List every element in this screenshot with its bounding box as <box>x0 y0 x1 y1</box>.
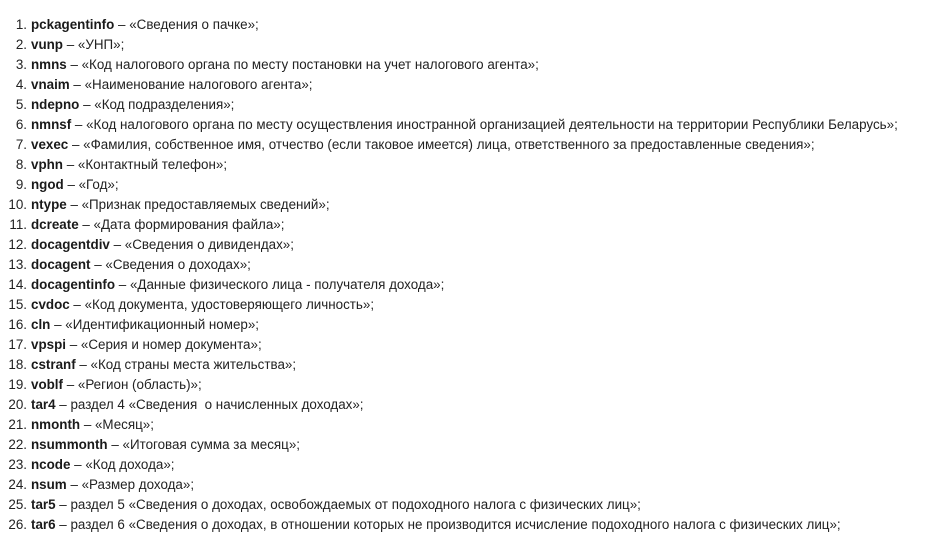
field-key: nmns <box>31 57 67 72</box>
field-description: «Идентификационный номер»; <box>65 317 260 332</box>
list-item <box>0 295 927 315</box>
separator-dash: – <box>55 497 71 512</box>
field-description: «Фамилия, собственное имя, отчество (если таковое имеется) лица, ответственного за предоставленные сведения»; <box>83 137 815 152</box>
list-item <box>0 175 927 195</box>
field-key: vphn <box>31 157 63 172</box>
separator-dash: – <box>63 177 79 192</box>
list-item-number: 6. <box>15 117 27 132</box>
list-item <box>0 95 927 115</box>
field-key: vexec <box>31 137 69 152</box>
list-item-number: 3. <box>15 57 27 72</box>
field-key: cvdoc <box>31 297 70 312</box>
field-key: pckagentinfo <box>31 17 115 32</box>
field-description: «Дата формирования файла»; <box>93 217 285 232</box>
field-description: «Признак предоставляемых сведений»; <box>81 197 330 212</box>
list-item <box>0 255 927 275</box>
separator-dash: – <box>75 357 91 372</box>
list-item <box>0 155 927 175</box>
field-key: nsum <box>31 477 67 492</box>
separator-dash: – <box>114 17 130 32</box>
list-item-number: 8. <box>15 157 27 172</box>
list-item-number: 22. <box>8 437 27 452</box>
list-item <box>0 435 927 455</box>
list-item <box>0 495 927 515</box>
field-description: «Размер дохода»; <box>81 477 195 492</box>
field-key: nmonth <box>31 417 81 432</box>
separator-dash: – <box>55 397 71 412</box>
list-item <box>0 115 927 135</box>
list-item <box>0 415 927 435</box>
field-description: раздел 4 «Сведения о начисленных доходах»; <box>70 397 364 412</box>
field-description: «Код страны места жительства»; <box>90 357 297 372</box>
separator-dash: – <box>90 257 106 272</box>
list-item-number: 7. <box>15 137 27 152</box>
list-item <box>0 55 927 75</box>
field-description: «Месяц»; <box>94 417 154 432</box>
field-description: «Регион (область)»; <box>77 377 202 392</box>
list-item-number: 16. <box>8 317 27 332</box>
separator-dash: – <box>63 157 78 172</box>
list-item-number: 2. <box>15 37 27 52</box>
field-key: tar4 <box>31 397 56 412</box>
separator-dash: – <box>65 337 81 352</box>
field-description: «Код налогового органа по месту осуществления иностранной организацией деятельности на территории Республики Беларусь»; <box>86 117 898 132</box>
list-item <box>0 315 927 335</box>
field-description: «Серия и номер документа»; <box>80 337 262 352</box>
separator-dash: – <box>66 197 82 212</box>
list-item <box>0 395 927 415</box>
separator-dash: – <box>50 317 66 332</box>
field-description: «Год»; <box>78 177 119 192</box>
list-item <box>0 215 927 235</box>
field-definition-list <box>0 15 927 535</box>
list-item-number: 15. <box>8 297 27 312</box>
list-item-number: 26. <box>8 517 27 532</box>
field-key: docagentdiv <box>31 237 110 252</box>
list-item-number: 24. <box>8 477 27 492</box>
list-item-number: 17. <box>8 337 27 352</box>
list-item <box>0 335 927 355</box>
list-item <box>0 15 927 35</box>
field-key: docagent <box>31 257 91 272</box>
field-description: раздел 6 «Сведения о доходах, в отношении которых не производится исчисление подоходного налога с физических лиц»; <box>70 517 841 532</box>
separator-dash: – <box>78 217 94 232</box>
list-item <box>0 455 927 475</box>
field-description: «Код налогового органа по месту постановки на учет налогового агента»; <box>81 57 539 72</box>
field-key: docagentinfo <box>31 277 116 292</box>
list-item <box>0 275 927 295</box>
list-item <box>0 375 927 395</box>
list-item-number: 20. <box>8 397 27 412</box>
list-item <box>0 35 927 55</box>
field-key: ntype <box>31 197 67 212</box>
field-key: vunp <box>31 37 63 52</box>
field-description: «Сведения о доходах»; <box>105 257 251 272</box>
list-item <box>0 355 927 375</box>
list-item-number: 23. <box>8 457 27 472</box>
list-item-number: 25. <box>8 497 27 512</box>
separator-dash: – <box>107 437 123 452</box>
separator-dash: – <box>63 37 78 52</box>
field-key: vpspi <box>31 337 66 352</box>
separator-dash: – <box>79 97 95 112</box>
list-item-number: 13. <box>8 257 27 272</box>
list-item-number: 4. <box>15 77 27 92</box>
separator-dash: – <box>109 237 125 252</box>
list-item-number: 12. <box>8 237 27 252</box>
field-description: «Итоговая сумма за месяц»; <box>122 437 300 452</box>
list-item-number: 5. <box>15 97 27 112</box>
field-key: voblf <box>31 377 63 392</box>
list-item-number: 18. <box>8 357 27 372</box>
separator-dash: – <box>66 57 82 72</box>
separator-dash: – <box>80 417 95 432</box>
field-key: tar6 <box>31 517 56 532</box>
separator-dash: – <box>69 77 85 92</box>
list-item-number: 10. <box>8 197 27 212</box>
list-item <box>0 195 927 215</box>
field-description: «Наименование налогового агента»; <box>84 77 313 92</box>
field-description: «Код документа, удостоверяющего личность»; <box>84 297 375 312</box>
list-item <box>0 235 927 255</box>
field-key: cln <box>31 317 51 332</box>
field-key: cstranf <box>31 357 76 372</box>
list-item-number: 1. <box>15 17 27 32</box>
field-description: «Код подразделения»; <box>94 97 235 112</box>
list-item <box>0 515 927 535</box>
list-item <box>0 475 927 495</box>
separator-dash: – <box>68 137 84 152</box>
field-key: ndepno <box>31 97 80 112</box>
separator-dash: – <box>69 297 85 312</box>
list-item-number: 21. <box>8 417 27 432</box>
field-key: ncode <box>31 457 71 472</box>
list-item-number: 14. <box>8 277 27 292</box>
separator-dash: – <box>71 117 87 132</box>
field-description: «Данные физического лица - получателя дохода»; <box>129 277 445 292</box>
field-key: ngod <box>31 177 64 192</box>
separator-dash: – <box>55 517 71 532</box>
field-description: раздел 5 «Сведения о доходах, освобождаемых от подоходного налога с физических лиц»; <box>70 497 641 512</box>
separator-dash: – <box>66 477 82 492</box>
separator-dash: – <box>115 277 130 292</box>
field-description: «Сведения о дивидендах»; <box>124 237 294 252</box>
field-key: nmnsf <box>31 117 72 132</box>
field-key: vnaim <box>31 77 70 92</box>
field-key: dcreate <box>31 217 79 232</box>
list-item-number: 9. <box>15 177 27 192</box>
separator-dash: – <box>63 377 78 392</box>
field-key: nsummonth <box>31 437 108 452</box>
list-item-number: 11. <box>9 217 27 232</box>
list-item <box>0 75 927 95</box>
separator-dash: – <box>70 457 86 472</box>
list-item-number: 19. <box>8 377 27 392</box>
field-description: «Контактный телефон»; <box>77 157 228 172</box>
field-description: «Код дохода»; <box>85 457 175 472</box>
field-description: «УНП»; <box>77 37 125 52</box>
field-key: tar5 <box>31 497 56 512</box>
list-item <box>0 135 927 155</box>
field-description: «Сведения о пачке»; <box>129 17 259 32</box>
